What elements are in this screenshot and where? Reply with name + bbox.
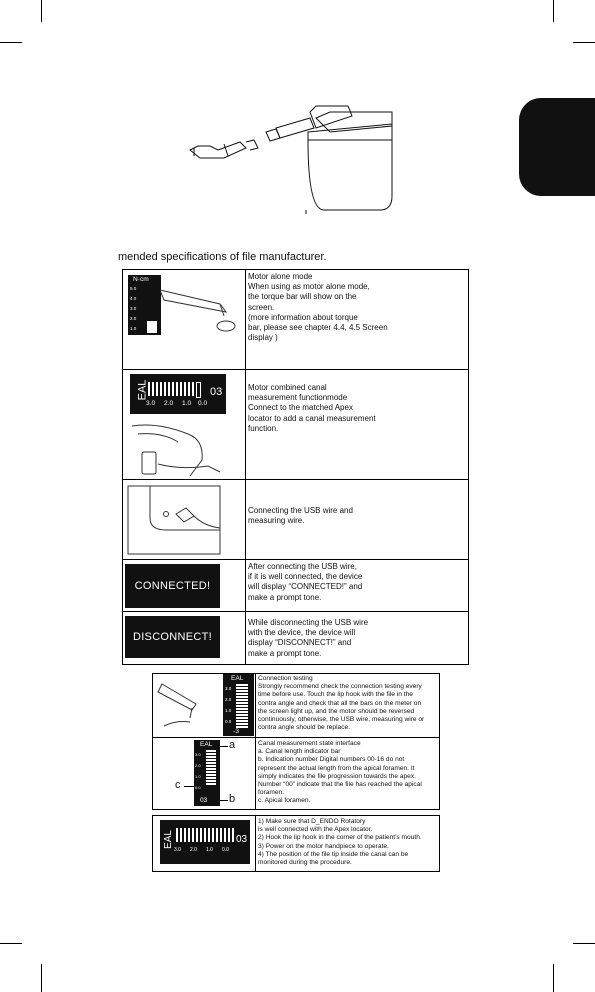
crop-mark bbox=[41, 0, 42, 22]
eal-tick: 1.0 bbox=[182, 400, 192, 407]
label-a: a bbox=[229, 739, 236, 751]
text-line: time before use. Touch the lip hook with the file in the bbox=[258, 691, 413, 699]
text-line: (more information about torque bbox=[248, 312, 358, 322]
state-meter bbox=[194, 740, 220, 806]
disconnect-display: DISCONNECT! bbox=[125, 616, 220, 658]
connection-testing-text bbox=[258, 675, 436, 732]
meter-tick: 2.0 bbox=[195, 763, 201, 768]
top-caption: mended specifications of file manufacturer. bbox=[118, 251, 327, 263]
text-line: Number “00” indicate that the file has reached the apical bbox=[258, 781, 422, 789]
meter-tick: 1.0 bbox=[206, 847, 213, 853]
crop-mark bbox=[0, 943, 22, 944]
text-line: display ) bbox=[248, 333, 278, 343]
text-line: measuring wire. bbox=[248, 516, 305, 526]
text-line: make a prompt tone. bbox=[248, 592, 322, 602]
text-line: c. Apical foramen. bbox=[258, 797, 311, 805]
torque-tick: 3.0 bbox=[130, 306, 137, 311]
meter-tick: 0.0 bbox=[222, 847, 229, 853]
meter-tick: 2.0 bbox=[225, 697, 232, 702]
meter-title: EAL bbox=[200, 741, 213, 748]
text-line: the torque bar will show on the bbox=[248, 292, 357, 302]
text-line: Connecting the USB wire and bbox=[248, 506, 353, 515]
meter-value: 03 bbox=[236, 834, 248, 845]
state-interface-text bbox=[258, 740, 438, 806]
text-line: contra angle should be replace. bbox=[258, 724, 351, 732]
text-line: 2) Hook the lip hook in the corner of the patient’s mouth. bbox=[258, 834, 422, 842]
connection-meter bbox=[223, 674, 254, 736]
crop-mark bbox=[0, 42, 22, 43]
crop-mark bbox=[553, 0, 554, 22]
meter-tick: 1.0 bbox=[225, 708, 232, 713]
torque-tick: 4.0 bbox=[130, 296, 137, 301]
torque-bar bbox=[147, 321, 157, 333]
meter-title: EAL bbox=[231, 675, 244, 682]
steps-meter bbox=[160, 820, 250, 864]
text-line: After connecting the USB wire, bbox=[248, 562, 357, 571]
text-line: When using as motor alone mode, bbox=[248, 282, 370, 292]
torque-meter bbox=[128, 275, 161, 335]
text-line: display “DISCONNECT!” and bbox=[248, 638, 352, 648]
text-line: monitored during the procedure. bbox=[258, 859, 352, 867]
eal-tick: 0.0 bbox=[198, 400, 208, 407]
text-line: measurement functionmode bbox=[248, 393, 348, 403]
text-line: 4) The position of the file tip inside the canal can be bbox=[258, 850, 409, 858]
meter-tick: 2.0 bbox=[190, 847, 197, 853]
meter-title: EAL bbox=[162, 830, 174, 849]
text-line: the screen light up, and the motor should be reversed bbox=[258, 707, 415, 715]
meter-value: -3 bbox=[233, 728, 239, 735]
torque-tick: 2.0 bbox=[130, 316, 137, 321]
torque-tick: 5.0 bbox=[130, 286, 137, 291]
text-line: will display “CONNECTED!” and bbox=[248, 582, 363, 592]
handpiece-illustration bbox=[180, 98, 420, 218]
side-section-tab bbox=[519, 98, 595, 196]
text-line: Connect to the matched Apex bbox=[248, 403, 353, 413]
text-line: bar, please see chapter 4.4, 4.5 Screen bbox=[248, 323, 388, 333]
text-line: contra angle and check that all the bars on the meter on bbox=[258, 699, 422, 707]
meter-tick: 1.0 bbox=[195, 774, 201, 779]
meter-value: 03 bbox=[200, 797, 208, 804]
text-line: 1) Make sure that D_ENDO Rotatory bbox=[258, 818, 366, 825]
crop-mark bbox=[41, 964, 42, 992]
text-line: b. Indication number Digital numbers 00-16 do not bbox=[258, 756, 405, 764]
text-line: While disconnecting the USB wire bbox=[248, 618, 369, 627]
torque-tick: 1.0 bbox=[130, 326, 137, 331]
text-line: screen. bbox=[248, 302, 275, 312]
meter-tick: 0.0 bbox=[195, 785, 201, 790]
label-c: c bbox=[175, 779, 181, 791]
eal-tick: 3.0 bbox=[146, 400, 156, 407]
text-line: Canal measurement state interface bbox=[258, 740, 361, 747]
canal-mode-text bbox=[248, 383, 463, 434]
motor-alone-illustration bbox=[160, 282, 240, 342]
eal-value: 03 bbox=[210, 386, 223, 398]
text-line: 3) Power on the motor handpiece to operate. bbox=[258, 842, 389, 850]
text-line: locator to add a canal measurement bbox=[248, 413, 376, 423]
label-b: b bbox=[229, 793, 236, 805]
eal-meter bbox=[130, 374, 226, 414]
meter-tick: 0.0 bbox=[225, 719, 232, 724]
usb-text bbox=[248, 506, 463, 526]
contra-angle-test-illustration bbox=[156, 680, 222, 734]
torque-unit: N·cm bbox=[133, 276, 149, 283]
meter-tick: 3.0 bbox=[225, 686, 232, 691]
text-line: function. bbox=[248, 423, 279, 433]
connected-text bbox=[248, 562, 463, 603]
eal-title: EAL bbox=[136, 379, 149, 401]
text-line: Strongly recommend check the connection testing every bbox=[258, 683, 422, 691]
eal-tick: 2.0 bbox=[164, 400, 174, 407]
text-line: with the device, the device will bbox=[248, 628, 356, 638]
text-line: if it is well connected, the device bbox=[248, 572, 363, 582]
text-line: is well connected with the Apex locator. bbox=[258, 826, 373, 834]
motor-alone-text bbox=[248, 272, 463, 343]
text-line: Connection testing bbox=[258, 675, 313, 682]
text-line: Motor alone mode bbox=[248, 272, 313, 281]
steps-text bbox=[258, 818, 438, 867]
usb-connection-illustration bbox=[126, 484, 222, 556]
patient-illustration bbox=[128, 420, 224, 478]
text-line: make a prompt tone. bbox=[248, 648, 322, 658]
text-line: continuously, otherwise, the USB wire, measuring wire or bbox=[258, 716, 425, 724]
connected-display: CONNECTED! bbox=[125, 564, 220, 608]
crop-mark bbox=[573, 943, 595, 944]
meter-tick: 3.0 bbox=[174, 847, 181, 853]
disconnect-text bbox=[248, 618, 463, 659]
crop-mark bbox=[553, 964, 554, 992]
meter-tick: 3.0 bbox=[195, 752, 201, 757]
crop-mark bbox=[573, 42, 595, 43]
text-line: foramen. bbox=[258, 789, 285, 797]
text-line: a. Canal length indicator bar bbox=[258, 748, 341, 756]
text-line: Motor combined canal bbox=[248, 383, 327, 392]
text-line: simply indicates the file progression towards the apex. bbox=[258, 772, 416, 780]
text-line: represent the actual length from the apical foramen. It bbox=[258, 764, 415, 772]
